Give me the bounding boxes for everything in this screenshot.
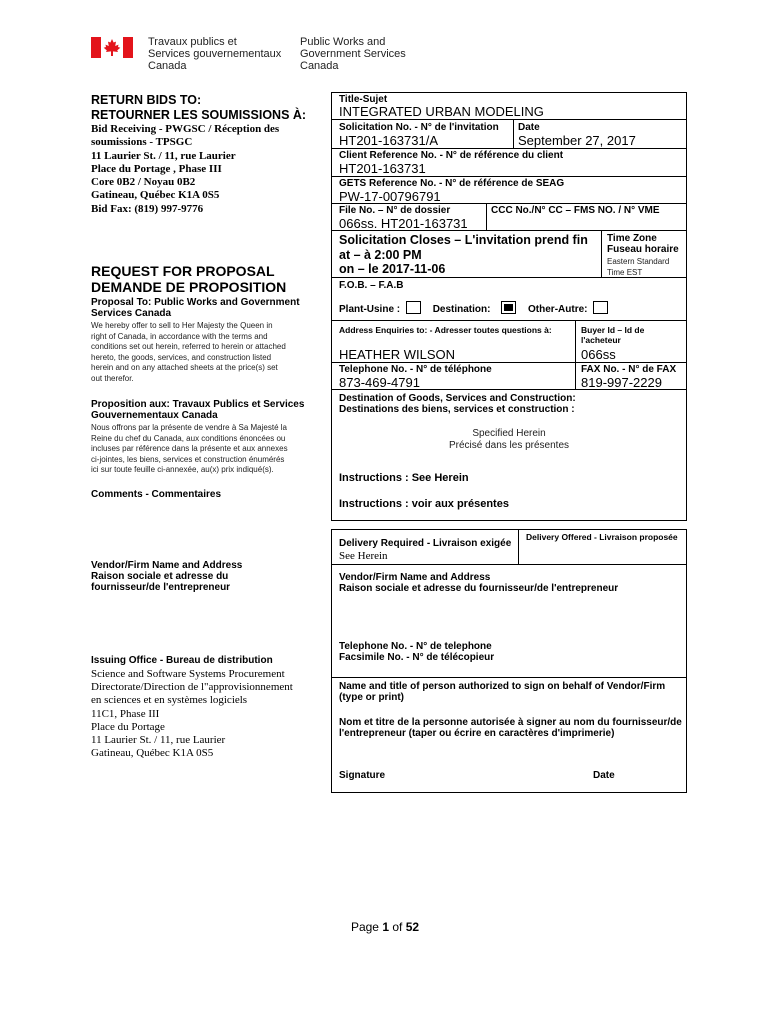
proposal-to: Proposal To: Public Works and Government Services Canada [91, 297, 300, 319]
vendor-phone-fax-label [339, 641, 494, 663]
other-label: Other-Autre: [528, 304, 588, 315]
offer-line: herein and on any attached sheets at the price(s) set [91, 363, 278, 372]
page-current: 1 [382, 920, 389, 934]
offer-line: We hereby offer to sell to Her Majesty the Queen in [91, 321, 273, 330]
fob-options [339, 301, 608, 315]
destination-goods-label [339, 393, 576, 415]
telephone-label: Telephone No. - N° de telephone [339, 641, 492, 652]
other-checkbox[interactable] [593, 301, 608, 314]
issuing-line: 11 Laurier St. / 11, rue Laurier [91, 734, 226, 747]
ccc-label: CCC No./N° CC – FMS NO. / N° VME [491, 205, 660, 216]
offer-line: right of Canada, in accordance with the terms and [91, 331, 268, 341]
offer-text-fr [91, 423, 288, 476]
issuing-line: Gatineau, Québec K1A 0S5 [91, 747, 214, 760]
offer-text-en [91, 321, 286, 384]
vendor-label-line: fournisseur/de l'entrepreneur [91, 582, 231, 593]
closes-line: Solicitation Closes – L'invitation prend fin [339, 233, 588, 247]
nom-line: l'entrepreneur (taper ou écrire en caractères d'imprimerie) [339, 728, 615, 739]
delivery-required-label: Delivery Required - Livraison exigée [339, 538, 512, 549]
header-en-line: Canada [300, 60, 339, 72]
signature-date-label: Date [593, 770, 615, 781]
offer-line: hereto, the goods, services, and construction listed [91, 352, 272, 362]
return-bids-heading [91, 93, 306, 123]
vendor-label-line: Raison sociale et adresse du [91, 571, 229, 582]
header-fr-line: Services gouvernementaux [148, 48, 282, 60]
vendor-label-line: Raison sociale et adresse du fournisseur/de l'entrepreneur [339, 583, 619, 594]
file-value: 066ss. HT201-163731 [339, 216, 468, 231]
proposition-aux: Proposition aux: Travaux Publics et Services Gouvernementaux Canada [91, 399, 305, 421]
canada-flag-icon [91, 37, 133, 58]
delivery-offered-label: Delivery Offered - Livraison proposée [526, 532, 678, 542]
page-of: of [389, 920, 406, 934]
department-name-fr [148, 36, 281, 72]
tz-value-line: Eastern Standard [607, 257, 670, 266]
offer-line: incluses par référence dans la présente et aux annexes [91, 444, 288, 453]
destination-checkbox[interactable] [501, 301, 516, 314]
department-name-en [300, 36, 406, 72]
bid-fax-line: Bid Fax: (819) 997-9776 [91, 202, 204, 215]
issuing-office-title: Issuing Office - Bureau de distribution [91, 655, 273, 666]
destination-label: Destination: [432, 304, 491, 315]
signature-label: Signature [339, 770, 386, 781]
instructions-en: Instructions : See Herein [339, 472, 469, 484]
contact-name: HEATHER WILSON [339, 347, 456, 362]
dest-label-line: Destination of Goods, Services and Construction: [339, 393, 576, 404]
dest-value-line: Précisé dans les présentes [448, 440, 570, 451]
offer-line: ci-jointes, les biens, services et construction énumérés [91, 454, 285, 464]
issuing-line: en sciences et en systèmes logiciels [91, 694, 248, 707]
plant-checkbox[interactable] [406, 301, 421, 314]
time-zone-label [607, 233, 679, 255]
offer-line: conditions set out herein, referred to herein or attached [91, 342, 286, 351]
phone-label: Telephone No. - N° de téléphone [339, 364, 492, 375]
offer-line: out therefor. [91, 373, 134, 383]
fax-value: 819-997-2229 [581, 375, 662, 390]
destination-goods-value [331, 428, 687, 452]
buyer-id-value: 066ss [581, 347, 616, 362]
page-prefix: Page [350, 920, 383, 934]
vendor-label-line: Vendor/Firm Name and Address [339, 572, 491, 583]
offer-line: ici sur toute feuille ci-annexée, au(x) prix indiqué(s). [91, 465, 274, 474]
date-value: September 27, 2017 [518, 133, 636, 148]
instructions-fr: Instructions : voir aux présentes [339, 498, 509, 510]
buyer-label-line: l'acheteur [581, 335, 621, 345]
authorized-name-label-fr [339, 717, 682, 739]
enquiries-label: Address Enquiries to: - Adresser toutes questions à: [339, 325, 552, 335]
address-line: Bid Receiving - PWGSC / Réception des [91, 123, 280, 135]
issuing-line: Science and Software Systems Procurement [91, 668, 285, 680]
tz-label-line: Time Zone [607, 233, 657, 244]
return-bids-title: RETURN BIDS TO: [91, 93, 202, 107]
vendor-name-field[interactable] [333, 598, 683, 634]
phone-value: 873-469-4791 [339, 375, 420, 390]
tz-value-line: Time EST [607, 267, 643, 277]
comments-label: Comments - Commentaires [91, 489, 222, 500]
closes-time: at – à 2:00 PM [339, 247, 422, 262]
page-number [0, 920, 770, 934]
name-title-line: (type or print) [339, 692, 404, 703]
title-value: INTEGRATED URBAN MODELING [339, 104, 544, 119]
return-bids-title-fr: RETOURNER LES SOUMISSIONS À: [91, 108, 307, 122]
plant-label: Plant-Usine : [339, 304, 401, 315]
facsimile-label: Facsimile No. - N° de télécopieur [339, 652, 495, 663]
address-line: 11 Laurier St. / 11, rue Laurier [91, 149, 236, 162]
title-label: Title-Sujet [339, 94, 388, 105]
solicitation-value: HT201-163731/A [339, 133, 439, 148]
issuing-office-address [91, 668, 293, 760]
delivery-required-value: See Herein [339, 550, 388, 562]
offer-line: Nous offrons par la présente de vendre à Sa Majesté la [91, 423, 287, 432]
vendor-left-label [91, 560, 242, 593]
fax-label: FAX No. - N° de FAX [581, 364, 677, 375]
closes-date: on – le 2017-11-06 [339, 262, 446, 276]
rfp-title-fr: DEMANDE DE PROPOSITION [91, 279, 287, 295]
gets-label: GETS Reference No. - N° de référence de SEAG [339, 178, 565, 189]
solicitation-label: Solicitation No. - N° de l'invitation [339, 122, 499, 133]
header-en-line: Public Works and [300, 36, 386, 48]
name-title-line: Name and title of person authorized to sign on behalf of Vendor/Firm [339, 681, 666, 692]
client-ref-label: Client Reference No. - N° de référence du client [339, 150, 564, 161]
issuing-line: 11C1, Phase III [91, 707, 160, 720]
header-fr-line: Canada [148, 60, 187, 72]
offer-line: Reine du chef du Canada, aux conditions énoncées ou [91, 433, 286, 443]
time-zone-value [607, 257, 669, 278]
buyer-label-line: Buyer Id – Id de [581, 325, 645, 335]
file-label: File No. – N° de dossier [339, 205, 451, 216]
header-fr-line: Travaux publics et [148, 36, 237, 48]
gets-value: PW-17-00796791 [339, 189, 441, 204]
tz-label-line: Fuseau horaire [607, 244, 679, 255]
nom-line: Nom et titre de la personne autorisée à signer au nom du fournisseur/de [339, 717, 682, 728]
vendor-name-label [339, 572, 618, 594]
page-total: 52 [405, 920, 420, 934]
rfp-heading [91, 263, 286, 295]
client-ref-value: HT201-163731 [339, 161, 426, 176]
address-line: Core 0B2 / Noyau 0B2 [91, 176, 196, 189]
return-address [91, 123, 279, 216]
issuing-line: Place du Portage [91, 720, 165, 733]
rfp-title: REQUEST FOR PROPOSAL [91, 263, 275, 279]
header-en-line: Government Services [300, 48, 406, 60]
dest-label-line: Destinations des biens, services et construction : [339, 404, 575, 415]
issuing-line: Directorate/Direction de l"approvisionnement [91, 681, 293, 694]
vendor-label-line: Vendor/Firm Name and Address [91, 560, 243, 571]
dest-value-line: Specified Herein [472, 428, 546, 439]
address-line: soumissions - TPSGC [91, 136, 193, 149]
date-label: Date [518, 122, 540, 133]
authorized-name-label [339, 681, 665, 703]
address-line: Place du Portage , Phase III [91, 162, 222, 175]
solicitation-closes [339, 233, 588, 277]
fob-label: F.O.B. – F.A.B [339, 280, 404, 291]
buyer-id-label [581, 325, 644, 345]
address-line: Gatineau, Québec K1A 0S5 [91, 189, 220, 202]
